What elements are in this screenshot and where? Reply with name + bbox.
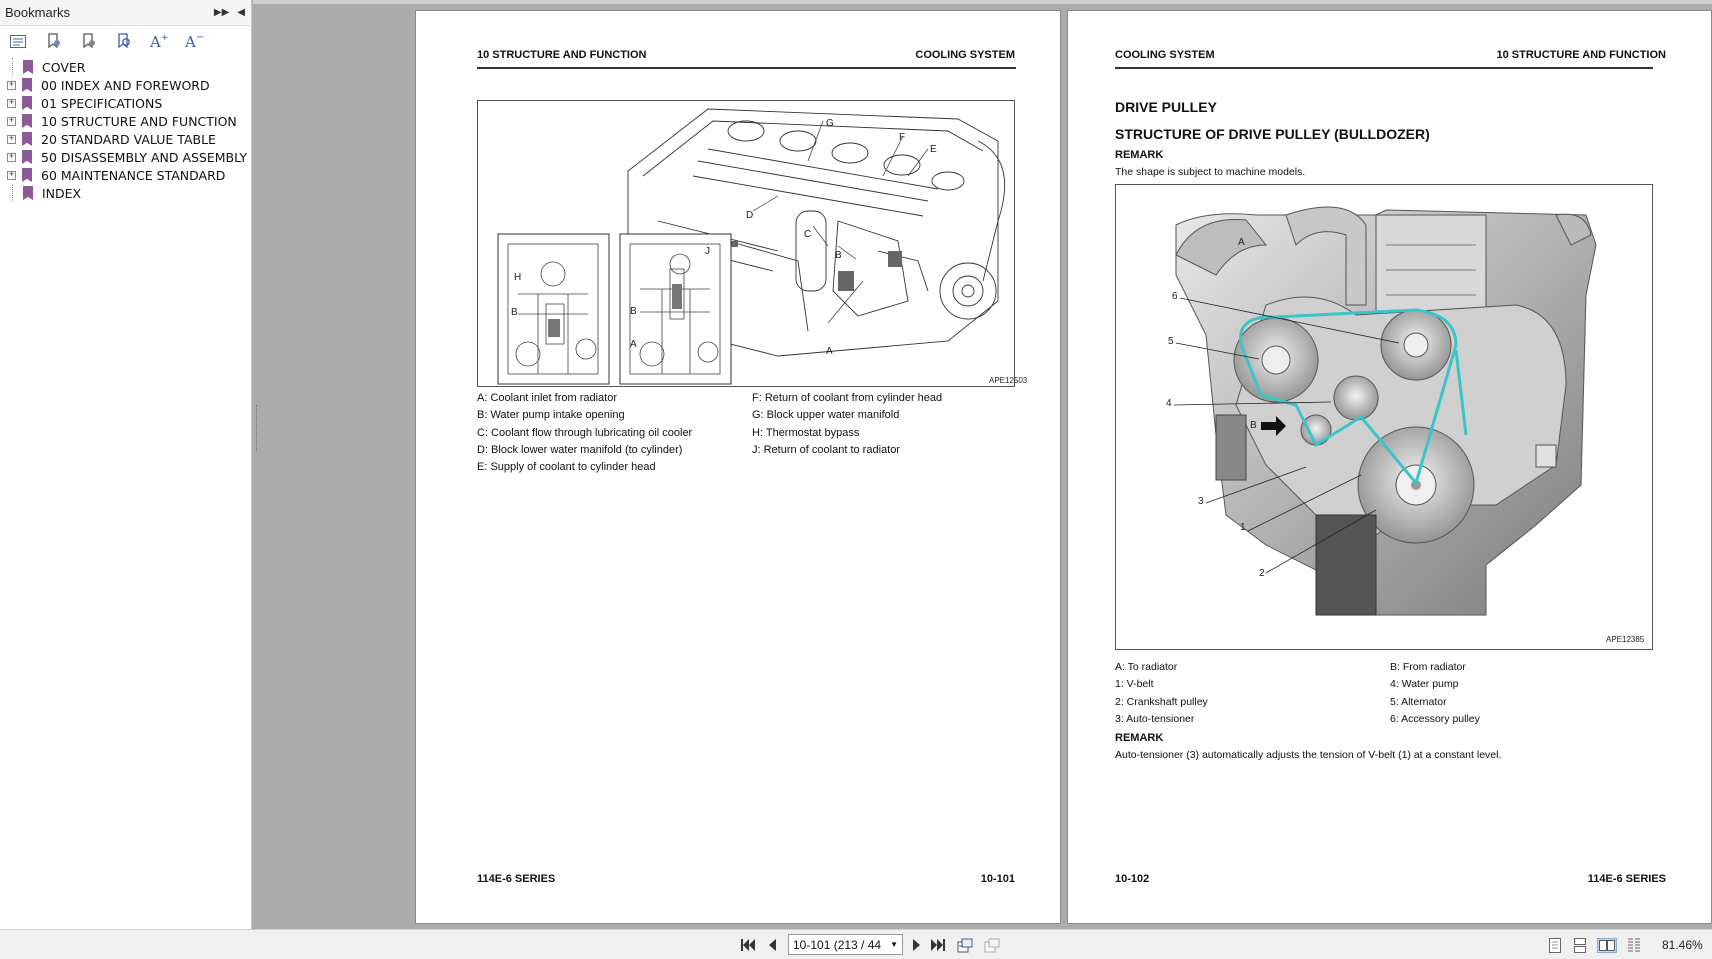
bookmark-icon (22, 114, 32, 128)
remark-text: The shape is subject to machine models. (1115, 166, 1306, 178)
bookmark-structure-function[interactable]: + 10 STRUCTURE AND FUNCTION (8, 113, 237, 129)
caption-column-2: B: From radiator 4: Water pump 5: Alternator 6: Accessory pulley (1390, 661, 1480, 725)
bookmark-icon (22, 78, 32, 92)
collapse-bookmark-icon[interactable] (80, 33, 97, 50)
page-header-left: COOLING SYSTEM (1115, 49, 1215, 61)
figure-label: G (826, 118, 834, 129)
figure-label: A (826, 346, 833, 357)
header-rule (477, 67, 1016, 69)
figure-label: J (705, 246, 710, 257)
page-number-input[interactable]: 10-101 (213 / 44 ▼ (788, 934, 903, 955)
section-subtitle: STRUCTURE OF DRIVE PULLEY (BULLDOZER) (1115, 126, 1430, 142)
page-header-right: COOLING SYSTEM (915, 49, 1015, 61)
caption-column-1: A: To radiator 1: V-belt 2: Crankshaft pulley 3: Auto-tensioner (1115, 661, 1208, 725)
collapse-panel-icon[interactable]: ◀ (237, 7, 245, 18)
remark-text: Auto-tensioner (3) automatically adjusts the tension of V-belt (1) at a constant level. (1115, 749, 1502, 761)
expand-icon[interactable]: + (8, 133, 15, 144)
figure-label: E (930, 144, 937, 155)
bookmark-icon (22, 168, 32, 182)
remark-heading: REMARK (1115, 149, 1164, 161)
bookmarks-title: Bookmarks (5, 5, 71, 20)
svg-text:A: A (184, 33, 196, 51)
svg-text:A: A (149, 33, 161, 51)
previous-view-icon[interactable] (957, 938, 973, 952)
figure-label: A (1238, 237, 1245, 248)
next-view-icon[interactable] (984, 938, 1000, 952)
bookmarks-title-bar (0, 0, 251, 26)
bookmark-cover[interactable]: COVER (0, 58, 251, 76)
figure-label: D (746, 210, 754, 221)
bookmark-icon (22, 132, 32, 146)
bookmarks-panel (0, 0, 252, 929)
page-footer-left: 114E-6 SERIES (477, 873, 556, 885)
bookmark-options-icon[interactable] (10, 33, 27, 50)
svg-text:−: − (195, 32, 204, 43)
figure-label: F (899, 132, 906, 143)
cooling-system-figure (477, 100, 1015, 387)
page-header-right: 10 STRUCTURE AND FUNCTION (1496, 49, 1666, 61)
bookmark-index[interactable]: INDEX (0, 184, 251, 202)
viewer-top-border (253, 0, 1712, 4)
figure-label: 1 (1240, 522, 1246, 533)
next-page-icon[interactable] (908, 938, 924, 952)
page-footer-left: 10-102 (1115, 873, 1150, 885)
figure-label: B (630, 306, 637, 317)
figure-label: B (511, 307, 518, 318)
expand-bookmark-icon[interactable] (45, 33, 62, 50)
expand-icon[interactable]: + (8, 115, 15, 126)
dropdown-arrow-icon[interactable]: ▼ (890, 940, 898, 949)
remark-heading: REMARK (1115, 732, 1164, 744)
bookmarks-toolbar (0, 26, 251, 56)
expand-icon[interactable]: + (8, 79, 15, 90)
bookmark-disassembly-assembly[interactable]: + 50 DISASSEMBLY AND ASSEMBLY (8, 149, 248, 165)
figure-label: B (835, 250, 842, 261)
bookmark-icon (23, 60, 33, 74)
figure-ref: APE12385 (1606, 635, 1645, 644)
previous-page-icon[interactable] (764, 938, 780, 952)
expand-icon[interactable]: + (8, 151, 15, 162)
expand-panel-icon[interactable]: ▶▶ (213, 7, 230, 18)
two-page-view-icon[interactable] (1597, 938, 1617, 953)
page-header-left: 10 STRUCTURE AND FUNCTION (477, 49, 647, 61)
bookmark-icon (22, 96, 32, 110)
expand-icon[interactable]: + (8, 97, 15, 108)
bookmark-icon (23, 186, 33, 200)
continuous-view-icon[interactable] (1574, 938, 1588, 953)
figure-label: A (630, 339, 637, 350)
bookmark-tree (0, 56, 251, 202)
bookmark-specifications[interactable]: + 01 SPECIFICATIONS (8, 95, 163, 111)
page-footer-right: 114E-6 SERIES (1587, 873, 1666, 885)
section-title: DRIVE PULLEY (1115, 99, 1217, 115)
page-footer-right: 10-101 (980, 873, 1015, 885)
page-10-101 (415, 10, 1061, 924)
drive-pulley-figure (1115, 184, 1653, 650)
find-bookmark-icon[interactable] (115, 33, 132, 50)
svg-text:+: + (160, 33, 169, 43)
caption-column-2: F: Return of coolant from cylinder head G: Block upper water manifold H: Thermostat bypass J: Return of coolant to radiator (752, 392, 943, 456)
figure-label: C (804, 229, 812, 240)
two-page-continuous-view-icon[interactable] (1627, 938, 1641, 953)
first-page-icon[interactable] (740, 938, 756, 952)
zoom-level[interactable]: 81.46% (1662, 938, 1703, 952)
figure-ref: APE12503 (989, 376, 1028, 385)
bookmark-maintenance-standard[interactable]: + 60 MAINTENANCE STANDARD (8, 167, 226, 183)
figure-label: 2 (1259, 568, 1265, 579)
panel-splitter[interactable] (256, 405, 259, 451)
page-10-102 (1067, 10, 1712, 924)
figure-label: H (514, 272, 522, 283)
expand-icon[interactable]: + (8, 169, 15, 180)
drive-pulley-illustration (1116, 185, 1654, 651)
figure-label: 4 (1166, 398, 1172, 409)
header-rule (1115, 67, 1653, 69)
figure-label: 5 (1168, 336, 1174, 347)
bookmark-index-foreword[interactable]: + 00 INDEX AND FOREWORD (8, 77, 210, 93)
single-page-view-icon[interactable] (1549, 938, 1563, 953)
decrease-text-size-icon[interactable] (185, 33, 202, 50)
figure-label: 6 (1172, 291, 1178, 302)
increase-text-size-icon[interactable] (150, 33, 167, 50)
navigation-toolbar (0, 929, 1712, 959)
figure-label: B (1250, 420, 1257, 431)
bookmark-standard-value-table[interactable]: + 20 STANDARD VALUE TABLE (8, 131, 216, 147)
figure-label: 3 (1198, 496, 1204, 507)
caption-column-1: A: Coolant inlet from radiator B: Water pump intake opening C: Coolant flow through lubricating oil cooler D: Block lower water manifold (to cylinder) E: Supply of coolant to cylinder head (477, 392, 693, 474)
bookmark-icon (22, 150, 32, 164)
last-page-icon[interactable] (930, 938, 946, 952)
